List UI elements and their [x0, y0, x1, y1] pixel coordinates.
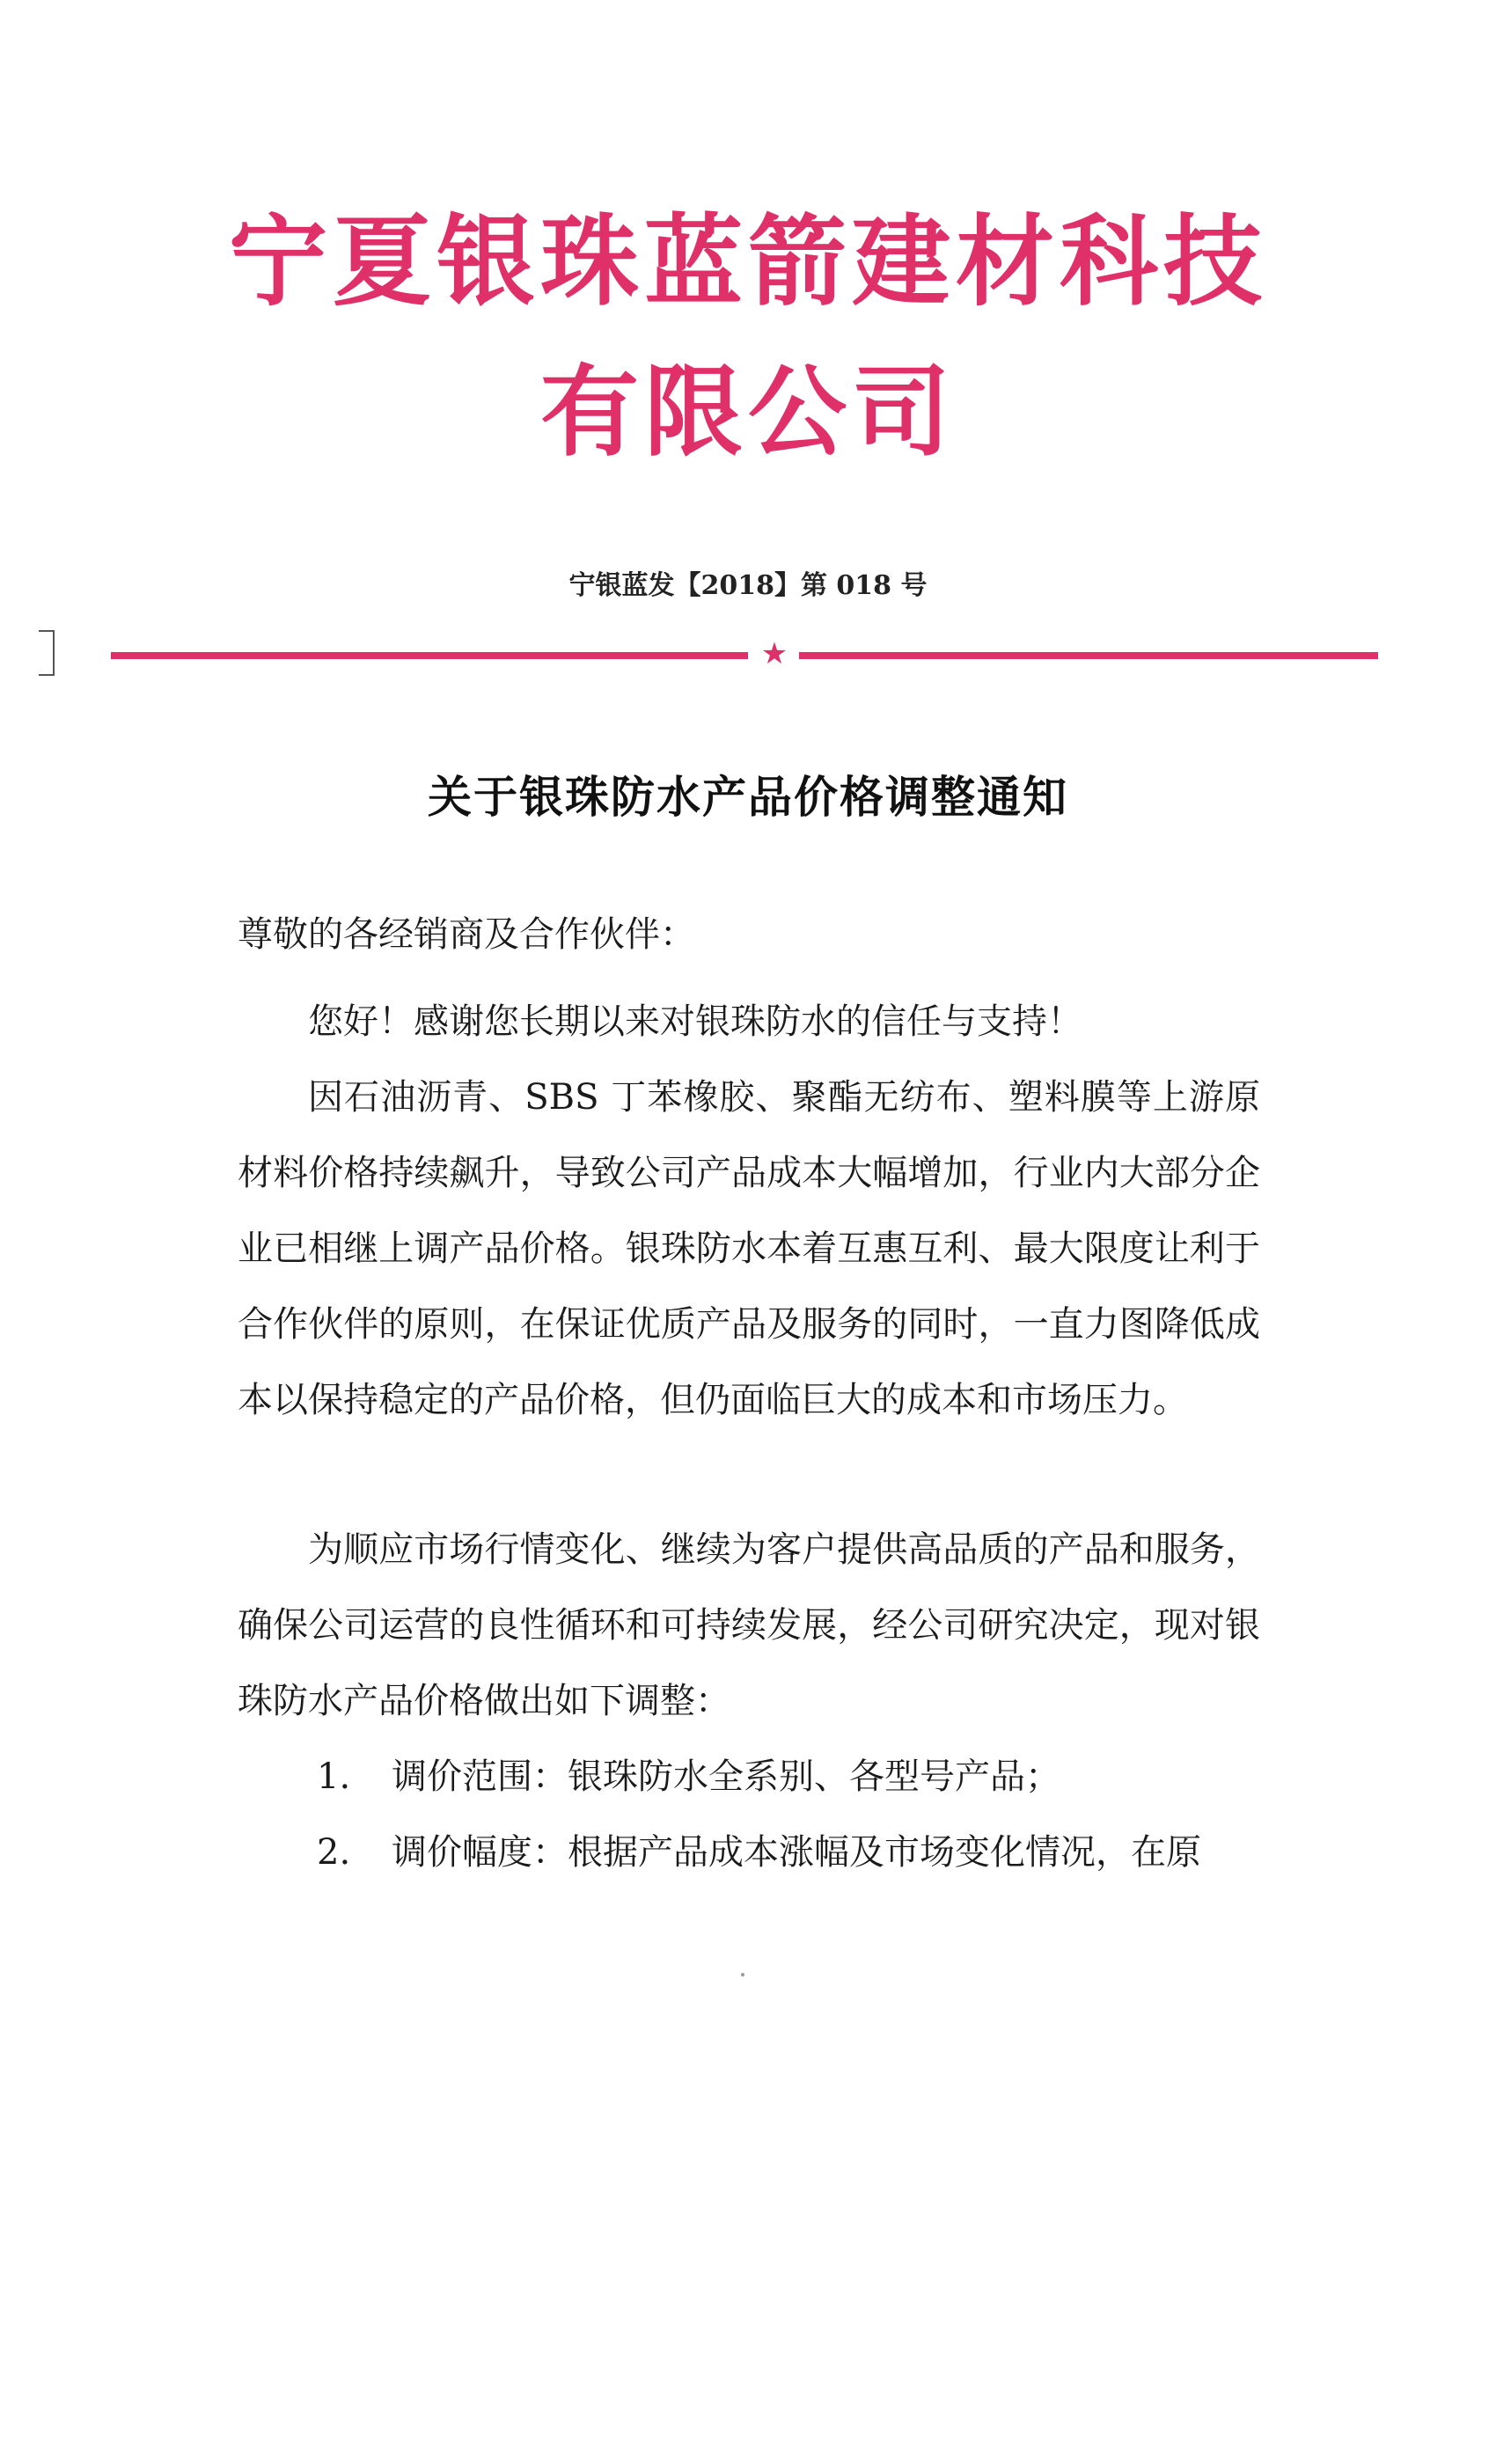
header-separator [111, 636, 1378, 671]
list-item-number: 1. [317, 1756, 351, 1797]
paragraph: 您好！感谢您长期以来对银珠防水的信任与支持！ [308, 1001, 1082, 1042]
list-item-number: 2. [317, 1832, 351, 1873]
scan-speck [741, 1973, 744, 1976]
org-name-line1: 宁夏银珠蓝箭建材科技 [229, 205, 1267, 319]
paragraph: 为顺应市场行情变化、继续为客户提供高品质的产品和服务，确保公司运营的良性循环和可持续发展，经公司研究决定，现对银珠防水产品价格做出如下调整： [238, 1529, 1260, 1721]
salutation: 尊敬的各经销商及合作伙伴： [238, 914, 695, 955]
document-title: 关于银珠防水产品价格调整通知 [428, 771, 1068, 823]
list-item [238, 1739, 1260, 1815]
separator-line-right [799, 652, 1378, 659]
org-name-line2: 有限公司 [540, 356, 956, 470]
scan-bracket-mark [39, 630, 55, 676]
list-item-text: 调价幅度：根据产品成本涨幅及市场变化情况，在原 [392, 1832, 1201, 1873]
document-number: 宁银蓝发【2018】第 018 号 [568, 570, 928, 601]
separator-line-left [111, 652, 748, 659]
list-item [238, 1815, 1260, 1890]
star-icon: ★ [760, 636, 788, 671]
paragraph: 因石油沥青、SBS 丁苯橡胶、聚酯无纺布、塑料膜等上游原材料价格持续飙升，导致公司产品成本大幅增加，行业内大部分企业已相继上调产品价格。银珠防水本着互惠互利、最大限度让利于合作伙伴的原则，在保证优质产品及服务的同时，一直力图降低成本以保持稳定的产品价格，但仍面临巨大的成本和市场压力。 [238, 1077, 1260, 1420]
list-item-text: 调价范围：银珠防水全系别、各型号产品； [392, 1756, 1060, 1797]
